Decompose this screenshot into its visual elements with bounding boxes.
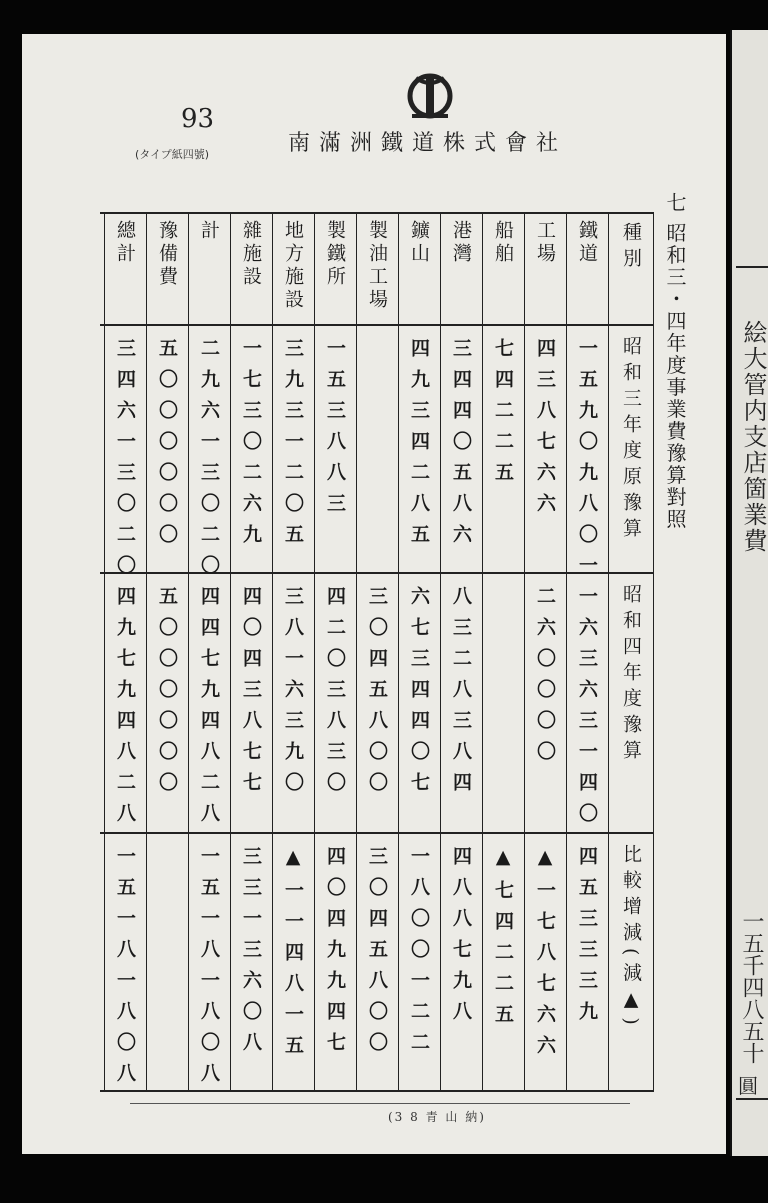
value-cell-s1: 二九六一三〇二〇 (198, 338, 220, 586)
category-header: 種別 (620, 222, 642, 274)
section-header-s2: 昭和四年度豫算 (620, 584, 642, 766)
footer-note: (3 8 青 山 納) (388, 1110, 486, 1124)
column-header: 總計 (114, 220, 136, 266)
value-cell-s2: 二六〇〇〇〇 (534, 586, 556, 772)
budget-table (100, 212, 654, 1092)
footer-rule (130, 1103, 630, 1104)
value-cell-s1: 四三八七六六 (534, 338, 556, 524)
table-column (230, 212, 272, 1092)
value-cell-s3: ▲七四二二五 (492, 846, 514, 1035)
value-cell-s1: 四九三四二八五 (408, 338, 430, 555)
value-cell-s2: 一六三六三一四〇 (576, 586, 598, 834)
value-cell-s2: 五〇〇〇〇〇〇 (156, 586, 178, 803)
value-cell-s3: 一八〇〇一二二 (408, 846, 430, 1063)
value-cell-s1: 三四六一三〇二〇 (114, 338, 136, 586)
value-cell-s3: ▲一一四八一五 (282, 846, 304, 1066)
column-header: 鑛山 (408, 220, 430, 266)
value-cell-s3: 三三一三六〇八 (240, 846, 262, 1063)
column-header: 豫備費 (156, 220, 178, 289)
value-cell-s2: 三〇四五八〇〇 (366, 586, 388, 803)
company-name: 南滿洲鐵道株式會社 (288, 131, 568, 156)
table-column (272, 212, 314, 1092)
table-column (356, 212, 398, 1092)
value-cell-s2: 三八一六三九〇 (282, 586, 304, 803)
value-cell-s3: 四八八七九八 (450, 846, 472, 1032)
table-column (146, 212, 188, 1092)
table-column (104, 212, 146, 1092)
value-cell-s3: 一五一八一八〇八 (114, 846, 136, 1094)
value-cell-s1: 一五三八八三 (324, 338, 346, 524)
value-cell-s3: 四五三三三九 (576, 846, 598, 1032)
value-cell-s1: 一七三〇二六九 (240, 338, 262, 555)
adjacent-page-text-lower: 一五千四八五十 (739, 910, 764, 1064)
adjacent-page-text: 絵大管内支店箇業費 (739, 320, 767, 554)
adjacent-page-edge (730, 30, 768, 1156)
value-cell-s2: 八三二八三八四 (450, 586, 472, 803)
table-column (482, 212, 524, 1092)
value-cell-s3: 一五一八一八〇八 (198, 846, 220, 1094)
column-header: 工場 (534, 220, 556, 266)
value-cell-s3: 四〇四九九四七 (324, 846, 346, 1063)
table-column (566, 212, 608, 1092)
column-header: 港灣 (450, 220, 472, 266)
table-column (440, 212, 482, 1092)
value-cell-s3: ▲一七八七六六 (534, 846, 556, 1066)
page-number: 93 (181, 104, 215, 134)
value-cell-s1: 三九三一二〇五 (282, 338, 304, 555)
section-header-s1: 昭和三年度原豫算 (620, 336, 642, 544)
value-cell-s1: 三四四〇五八六 (450, 338, 472, 555)
column-header: 雜施設 (240, 220, 262, 289)
table-column (314, 212, 356, 1092)
form-note: (タイプ紙四號) (135, 148, 210, 161)
value-cell-s2: 四二〇三八三〇 (324, 586, 346, 803)
value-cell-s2: 四〇四三八七七 (240, 586, 262, 803)
column-header: 製鐵所 (324, 220, 346, 289)
table-column (188, 212, 230, 1092)
value-cell-s3: 三〇四五八〇〇 (366, 846, 388, 1063)
column-header: 鐵道 (576, 220, 598, 266)
column-header: 地方施設 (282, 220, 304, 312)
company-logo-icon (402, 66, 458, 122)
table-title: 七 昭和三・四年度事業費豫算對照 (663, 192, 687, 531)
value-cell-s2: 四九七九四八二八 (114, 586, 136, 834)
table-column (398, 212, 440, 1092)
column-header: 船舶 (492, 220, 514, 266)
column-header: 製油工場 (366, 220, 388, 312)
value-cell-s1: 五〇〇〇〇〇〇 (156, 338, 178, 555)
value-cell-s1: 七四二二五 (492, 338, 514, 493)
value-cell-s1: 一五九〇九八〇一 (576, 338, 598, 586)
section-header-s3: 比較增減(減▲) (620, 844, 642, 1032)
value-cell-s2: 四四七九四八二八 (198, 586, 220, 834)
adjacent-page-unit: 圓 (738, 1074, 758, 1098)
value-cell-s2: 六七三四四〇七 (408, 586, 430, 803)
table-column (524, 212, 566, 1092)
column-header: 計 (198, 220, 220, 243)
